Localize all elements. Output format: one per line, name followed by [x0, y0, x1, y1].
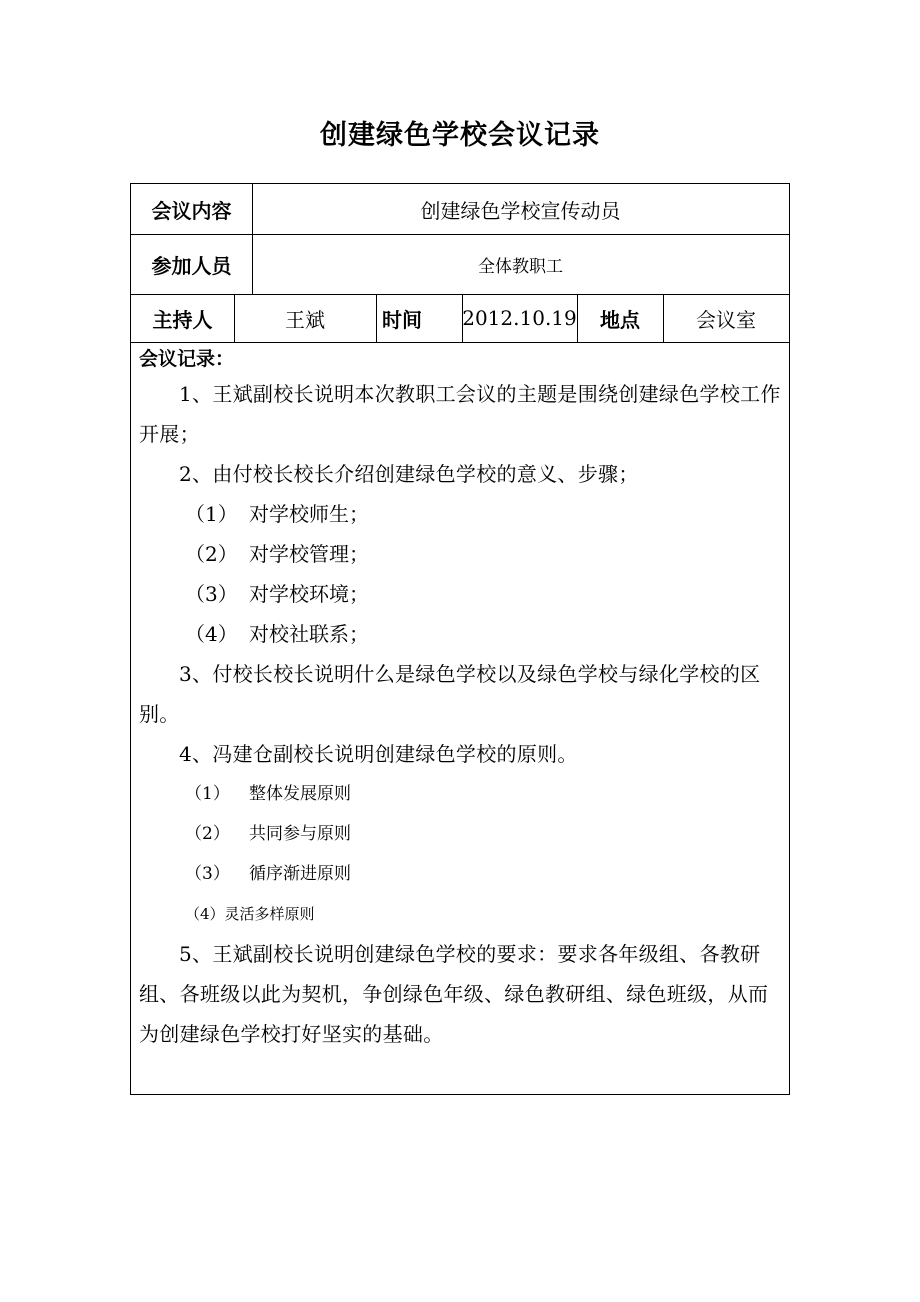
record-item-5: 5、王斌副校长说明创建绿色学校的要求：要求各年级组、各教研组、各班级以此为契机，争创绿色年级、绿色教研组、绿色班级，从而为创建绿色学校打好坚实的基础。	[139, 942, 769, 1046]
attendees-label: 参加人员	[151, 253, 232, 278]
record-item-2-sub	[139, 494, 787, 534]
sub-number: （1）	[185, 502, 238, 526]
content-label: 会议内容	[151, 198, 232, 223]
host-value: 王斌	[285, 307, 325, 332]
content-value: 创建绿色学校宣传动员	[420, 198, 621, 223]
record-item-4-last: （4）灵活多样原则	[185, 905, 315, 923]
sub-text: 对学校管理；	[249, 542, 369, 566]
meeting-record-table	[130, 183, 790, 1095]
record-heading: 会议记录：	[139, 348, 235, 370]
document-title: 创建绿色学校会议记录	[320, 120, 600, 151]
sub-number: （2）	[185, 542, 238, 566]
sub-number: （3）	[185, 864, 230, 884]
record-item-4: 4、冯建仓副校长说明创建绿色学校的原则。	[179, 742, 578, 766]
sub-number: （4）	[185, 622, 238, 646]
sub-text: 共同参与原则	[249, 824, 351, 844]
sub-text: 对学校环境；	[249, 582, 369, 606]
host-label: 主持人	[152, 307, 213, 332]
record-item-4-sub	[139, 814, 787, 854]
sub-number: （2）	[185, 824, 230, 844]
sub-number: （1）	[185, 784, 230, 804]
sub-text: 循序渐进原则	[249, 864, 351, 884]
attendees-value: 全体教职工	[478, 256, 563, 277]
record-item-2: 2、由付校长校长介绍创建绿色学校的意义、步骤；	[179, 462, 639, 486]
record-item-4-sub	[139, 854, 787, 894]
sub-text: 对学校师生；	[249, 502, 369, 526]
time-value: 2012.10.19	[462, 306, 577, 330]
record-item-2-sub	[139, 574, 787, 614]
sub-text: 整体发展原则	[249, 784, 351, 804]
record-item-3: 3、付校长校长说明什么是绿色学校以及绿色学校与绿化学校的区别。	[139, 662, 761, 726]
record-item-2-sub	[139, 614, 787, 654]
place-label: 地点	[600, 307, 640, 332]
record-item-2-sub	[139, 534, 787, 574]
record-item-4-sub	[139, 774, 787, 814]
row-divider	[131, 342, 789, 343]
time-label: 时间	[382, 307, 422, 332]
sub-number: （3）	[185, 582, 238, 606]
sub-text: 对校社联系；	[249, 622, 369, 646]
place-value: 会议室	[696, 307, 756, 332]
record-item-1: 1、王斌副校长说明本次教职工会议的主题是围绕创建绿色学校工作开展；	[139, 382, 781, 446]
meeting-record-body	[139, 344, 787, 1054]
